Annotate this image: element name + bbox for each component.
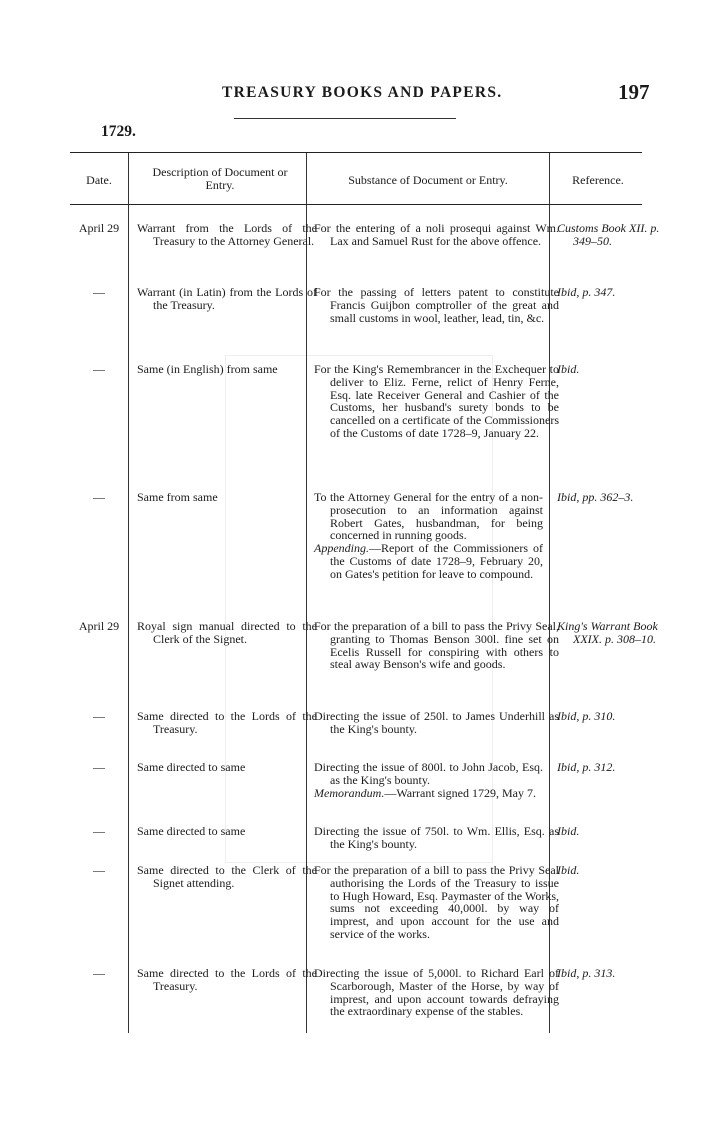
entry-description: Same (in English) from same (137, 362, 278, 376)
note-text: —Warrant signed 1729, May 7. (384, 785, 536, 800)
entry-substance-text: Directing the issue of 800l. to John Jacob, Esq. as the King's bounty. (314, 760, 543, 787)
entry-date: — (93, 966, 105, 980)
entry-reference: Customs Book XII. p. 349–50. (557, 221, 660, 248)
entry-reference: Ibid, p. 310. (557, 709, 616, 723)
entry-date: — (93, 490, 105, 504)
entry-description: Warrant from the Lords of the Treasury to the Attorney General. (137, 221, 317, 248)
table-top-rule (70, 152, 642, 153)
entry-substance-text: To the Attorney General for the entry of a non-prosecution to an information against Robert Gates, husbandman, for being concerned in running goods. (314, 490, 543, 543)
entry-substance: Directing the issue of 750l. to Wm. Ellis, Esq. as the King's bounty. (314, 824, 559, 851)
title-rule (234, 118, 456, 119)
entry-date: — (93, 709, 105, 723)
entry-substance: For the preparation of a bill to pass the Privy Seal authorising the Lords of the Treasury to issue to Hugh Howard, Esq. Paymaster of the Works, sums not exceeding 40,000l. by way of imprest, and upon account for the use and service of the works. (314, 863, 559, 941)
entry-description: Same directed to the Lords of the Treasury. (137, 709, 317, 736)
page-number: 197 (618, 80, 650, 104)
entry-substance: For the entering of a noli prosequi against Wm. Lax and Samuel Rust for the above offence. (314, 221, 559, 248)
entry-reference: Ibid, pp. 362–3. (557, 490, 634, 504)
column-divider (128, 153, 129, 1033)
column-header-substance: Substance of Document or Entry. (348, 173, 508, 187)
header-bottom-rule (70, 204, 642, 205)
entry-description: Same directed to same (137, 760, 246, 774)
entry-date: — (93, 824, 105, 838)
entry-reference: Ibid. (557, 863, 580, 877)
note-label: Memorandum. (314, 785, 385, 800)
entry-date: — (93, 760, 105, 774)
entry-substance: For the passing of letters patent to constitute Francis Guijbon comptroller of the great and small customs in wool, leather, lead, tin, &c. (314, 285, 559, 325)
entry-reference: King's Warrant Book XXIX. p. 308–10. (557, 619, 658, 646)
entry-date: April 29 (78, 619, 120, 633)
entry-substance-note (314, 787, 543, 800)
entry-substance: Directing the issue of 250l. to James Underhill as the King's bounty. (314, 709, 559, 736)
entry-date: — (93, 285, 105, 299)
note-label: Appending. (314, 541, 369, 556)
running-title: TREASURY BOOKS AND PAPERS. (222, 84, 503, 101)
entry-substance (314, 491, 543, 581)
entry-description: Royal sign manual directed to the Clerk of the Signet. (137, 619, 317, 646)
entry-description: Same directed to the Lords of the Treasury. (137, 966, 317, 993)
entry-substance: Directing the issue of 5,000l. to Richard Earl of Scarborough, Master of the Horse, by way of imprest, and upon account towards defraying the extraordinary expense of the stables. (314, 966, 559, 1019)
entry-date: — (93, 362, 105, 376)
entry-description: Warrant (in Latin) from the Lords of the Treasury. (137, 285, 317, 312)
column-header-reference: Reference. (572, 173, 624, 187)
entry-reference: Ibid. (557, 362, 580, 376)
note-text: —Report of the Commissioners of the Customs of date 1728–9, February 20, on Gates's petition for leave to compound. (330, 541, 543, 581)
entry-substance-note (314, 542, 543, 580)
entry-substance: For the King's Remembrancer in the Exchequer to deliver to Eliz. Ferne, relict of Henry Ferne, Esq. late Receiver General and Cashier of the Customs, her husband's surety bonds to be cancelled on a certificate of the Commissioners of the Customs of date 1728–9, January 22. (314, 362, 559, 440)
entry-date: — (93, 863, 105, 877)
column-header-description: Description of Document or Entry. (152, 165, 288, 192)
entry-description: Same directed to the Clerk of the Signet attending. (137, 863, 317, 890)
entry-reference: Ibid, p. 313. (557, 966, 616, 980)
entry-substance: For the preparation of a bill to pass the Privy Seal, granting to Thomas Benson 300l. fine set on Ecelis Russell for conspiring with others to steal away Benson's wife and goods. (314, 619, 559, 672)
entry-description: Same directed to same (137, 824, 246, 838)
entry-description: Same from same (137, 490, 218, 504)
entry-reference: Ibid. (557, 824, 580, 838)
entry-date: April 29 (78, 221, 120, 235)
entry-reference: Ibid, p. 347. (557, 285, 616, 299)
column-header-date: Date. (86, 173, 112, 187)
year-heading: 1729. (101, 123, 136, 140)
entry-reference: Ibid, p. 312. (557, 760, 616, 774)
entry-substance (314, 761, 543, 799)
